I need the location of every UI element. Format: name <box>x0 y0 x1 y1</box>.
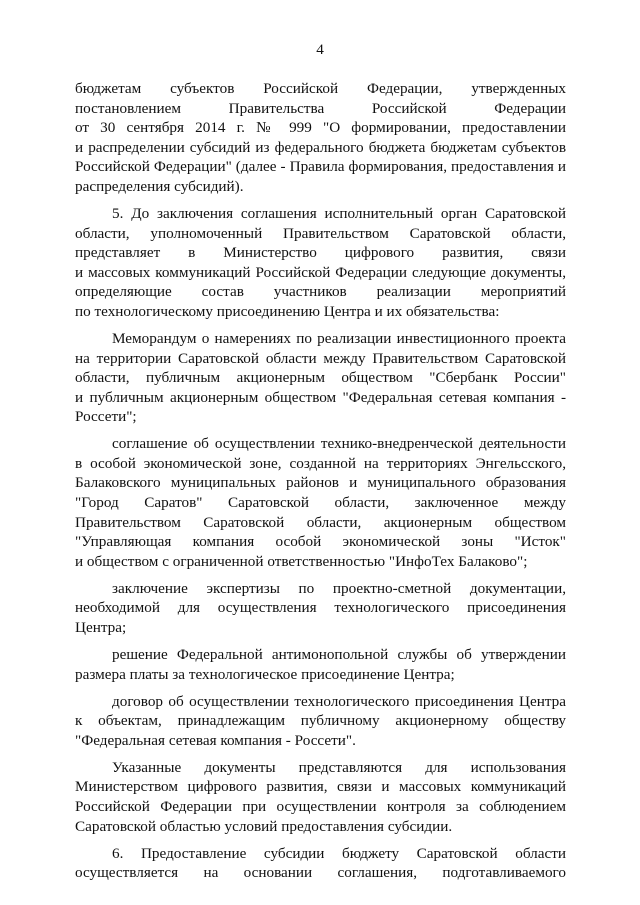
text-line: и распределении субсидий из федерального бюджета бюджетам субъектов <box>75 138 566 156</box>
page-number: 4 <box>316 41 324 58</box>
paragraph-spacer <box>75 322 566 329</box>
text-line: области, публичным акционерным обществом "Сбербанк России" <box>75 369 566 387</box>
paragraph-spacer <box>75 427 566 434</box>
text-line: и обществом с ограниченной ответственностью "ИнфоТех Балаково"; <box>75 552 528 570</box>
text-line: 6. Предоставление субсидии бюджету Саратовской области <box>112 844 566 862</box>
text-line: от 30 сентября 2014 г. № 999 "О формировании, предоставлении <box>75 119 566 137</box>
text-line: Саратовской областью условий предоставления субсидии. <box>75 817 453 835</box>
text-line: Правительством Саратовской области, акционерным обществом <box>75 513 566 531</box>
text-line: заключение экспертизы по проектно-сметной документации, <box>112 579 566 597</box>
text-line: Балаковского муниципальных районов и муниципального образования <box>75 474 566 492</box>
paragraph-spacer <box>75 197 566 204</box>
text-line: постановлением Правительства Российской Федерации <box>75 99 566 117</box>
text-line: соглашение об осуществлении технико-внедренческой деятельности <box>112 435 566 453</box>
text-line: Россети"; <box>75 408 137 426</box>
paragraph-p2 <box>75 204 566 322</box>
text-line: Меморандум о намерениях по реализации инвестиционного проекта <box>112 329 566 347</box>
paragraph-p1 <box>75 79 566 197</box>
text-line: договор об осуществлении технологического присоединения Центра <box>112 692 566 710</box>
document-body <box>75 79 566 883</box>
paragraph-spacer <box>75 750 566 757</box>
text-line: и публичным акционерным обществом "Федеральная сетевая компания - <box>75 388 566 406</box>
text-line: необходимой для осуществления технологического присоединения <box>75 599 566 617</box>
text-line: Указанные документы представляются для использования <box>112 758 566 776</box>
text-line: Российской Федерации" (далее - Правила формирования, предоставления и <box>75 158 566 176</box>
text-line: Российской Федерации при осуществлении контроля за соблюдением <box>75 797 566 815</box>
text-line: Центра; <box>75 619 127 636</box>
text-line: распределения субсидий). <box>75 177 244 195</box>
paragraph-spacer <box>75 571 566 578</box>
text-line: и массовых коммуникаций Российской Федерации следующие документы, <box>75 263 566 281</box>
text-line: решение Федеральной антимонопольной службы об утверждении <box>112 645 566 663</box>
paragraph-p5 <box>75 579 566 638</box>
paragraph-spacer <box>75 684 566 691</box>
paragraph-p3 <box>75 329 566 427</box>
text-line: размера платы за технологическое присоединение Центра; <box>75 665 455 683</box>
paragraph-p7 <box>75 692 566 751</box>
text-line: к объектам, принадлежащим публичному акционерному обществу <box>75 712 566 730</box>
text-line: представляет в Министерство цифрового развития, связи <box>75 244 566 262</box>
text-line: определяющие состав участников реализации мероприятий <box>75 283 566 301</box>
paragraph-spacer <box>75 836 566 843</box>
paragraph-p6 <box>75 645 566 684</box>
text-line: "Управляющая компания особой экономической зоны "Исток" <box>75 533 566 551</box>
text-line: на территории Саратовской области между Правительством Саратовской <box>75 349 566 367</box>
text-line: в особой экономической зоне, созданной на территориях Энгельсского, <box>75 454 566 472</box>
text-line: бюджетам субъектов Российской Федерации, утвержденных <box>75 80 566 97</box>
text-line: 5. До заключения соглашения исполнительный орган Саратовской <box>112 204 566 222</box>
paragraph-p8 <box>75 758 566 836</box>
paragraph-p9 <box>75 844 566 883</box>
text-line: Министерством цифрового развития, связи и массовых коммуникаций <box>75 778 566 796</box>
text-line: осуществляется на основании соглашения, подготавливаемого <box>75 864 566 882</box>
text-line: области, уполномоченный Правительством Саратовской области, <box>75 224 566 242</box>
text-line: "Город Саратов" Саратовской области, заключенное между <box>75 494 566 512</box>
text-line: "Федеральная сетевая компания - Россети". <box>75 731 356 749</box>
text-line: по технологическому присоединению Центра и их обязательства: <box>75 302 500 320</box>
paragraph-spacer <box>75 638 566 645</box>
paragraph-p4 <box>75 434 566 571</box>
